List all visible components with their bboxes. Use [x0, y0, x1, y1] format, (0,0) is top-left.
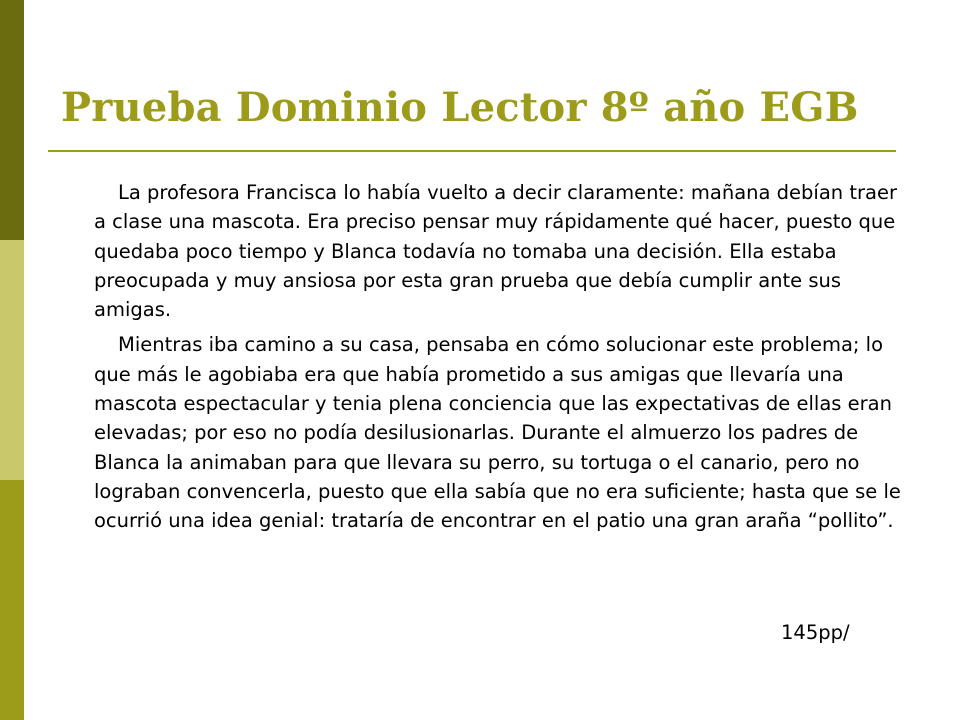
- slide-title: Prueba Dominio Lector 8º año EGB: [61, 84, 859, 131]
- paragraph-2: Mientras iba camino a su casa, pensaba en cómo solucionar este problema; lo que más le agobiaba era que había prometido a sus amigas que llevaría una mascota espectacular y tenia plena conciencia que las expectativas de ellas eran elevadas; por eso no podía desilusionarlas. Durante el almuerzo los padres de Blanca la animaban para que llevara su perro, su tortuga o el canario, pero no lograban convencerla, puesto que ella sabía que no era suficiente; hasta que se le ocurrió una idea genial: trataría de encontrar en el patio una gran araña “pollito”.: [94, 333, 901, 533]
- title-underline-rule: [48, 150, 896, 152]
- word-count-note: 145pp/: [781, 621, 850, 644]
- side-bar-light-segment: [0, 240, 24, 480]
- side-bar-dark-segment: [0, 0, 24, 240]
- side-bar-mid-segment: [0, 480, 24, 720]
- reading-text: [94, 178, 904, 536]
- paragraph-1: La profesora Francisca lo había vuelto a decir claramente: mañana debían traer a clase una mascota. Era preciso pensar muy rápidamente qué hacer, puesto que quedaba poco tiempo y Blanca todavía no tomaba una decisión. Ella estaba preocupada y muy ansiosa por esta gran prueba que debía cumplir ante sus amigas.: [94, 181, 897, 322]
- decorative-side-bar: [0, 0, 24, 720]
